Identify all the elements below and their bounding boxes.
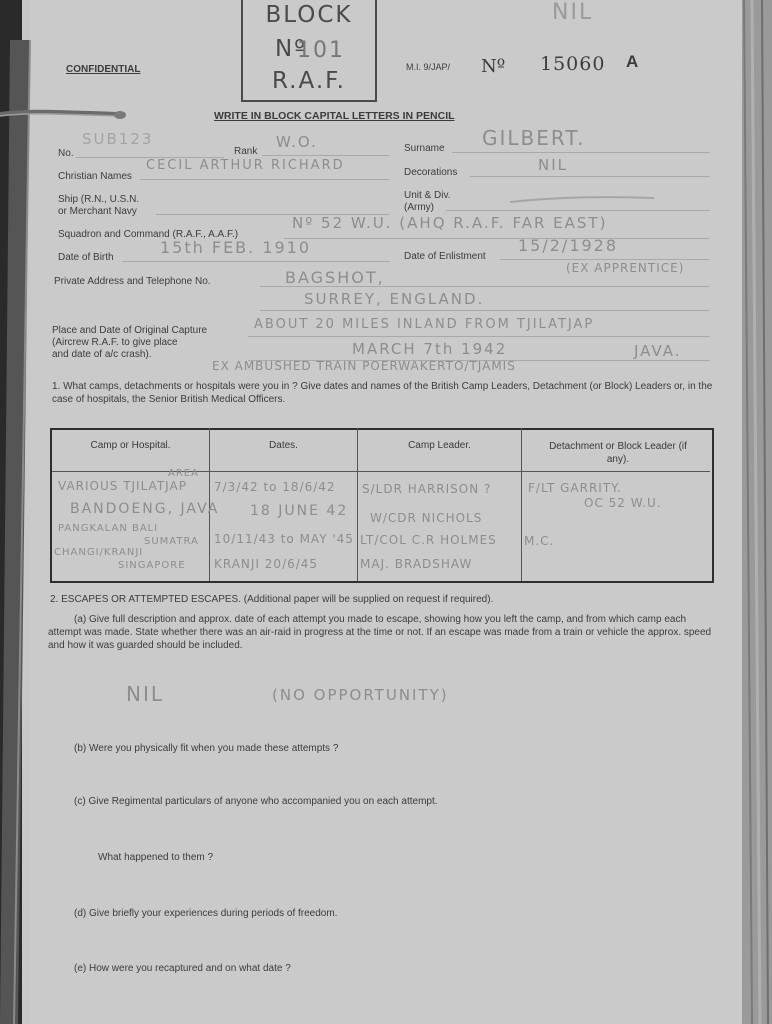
decorations-label: Decorations bbox=[404, 167, 458, 178]
dob-label: Date of Birth bbox=[58, 252, 114, 263]
question-2e: (e) How were you recaptured and on what date ? bbox=[74, 963, 291, 974]
enlistment-value: 15/2/1928 bbox=[518, 236, 619, 255]
ship-label-1: Ship (R.N., U.S.N. bbox=[58, 194, 140, 205]
table-row-3-detachment: M.C. bbox=[524, 534, 555, 548]
table-row-1-camp: VARIOUS TJILATJAP bbox=[58, 479, 187, 493]
capture-line-2: MARCH 7th 1942 bbox=[352, 340, 508, 358]
table-row-4-camp: CHANGI/KRANJI bbox=[54, 547, 144, 558]
table-row-3-camp-note: SUMATRA bbox=[144, 536, 199, 547]
table-row-3-camp: PANGKALAN BALI bbox=[58, 523, 159, 534]
enlistment-note: (EX APPRENTICE) bbox=[566, 261, 685, 275]
surname-label: Surname bbox=[404, 143, 445, 154]
question-2a-answer-nil: NIL bbox=[126, 682, 165, 706]
rank-label: Rank bbox=[234, 146, 258, 157]
table-header-leader: Camp Leader. bbox=[408, 440, 471, 451]
no-value: SUB123 bbox=[82, 130, 154, 148]
question-1: 1. What camps, detachments or hospitals were you in ? Give dates and names of the British Camp Leaders, Detachment (or Block) Leaders or, in the case of hospitals, the Senior British Medical Officers. bbox=[52, 381, 713, 405]
dob-value: 15th FEB. 1910 bbox=[160, 238, 312, 257]
decorations-value: NIL bbox=[538, 156, 569, 174]
serial-suffix: A bbox=[626, 52, 639, 71]
table-row-2-leader: W/CDR NICHOLS bbox=[370, 511, 483, 525]
top-right-handwritten: NIL bbox=[552, 0, 594, 25]
table-header-camp: Camp or Hospital. bbox=[90, 440, 171, 451]
confidential-label: CONFIDENTIAL bbox=[66, 64, 141, 75]
unit-scribble bbox=[508, 192, 658, 208]
squadron-value: Nº 52 W.U. (AHQ R.A.F. FAR EAST) bbox=[292, 214, 608, 232]
table-row-2-detachment: OC 52 W.U. bbox=[584, 496, 662, 510]
address-line-1: BAGSHOT, bbox=[285, 268, 385, 287]
question-2-heading: 2. ESCAPES OR ATTEMPTED ESCAPES. (Additional paper will be supplied on request if required). bbox=[50, 594, 494, 605]
table-row-3-leader: LT/COL C.R HOLMES bbox=[360, 533, 497, 547]
serial-number: 15060 bbox=[540, 53, 606, 75]
capture-line-1: ABOUT 20 MILES INLAND FROM TJILATJAP bbox=[254, 317, 595, 332]
table-row-1-dates: 7/3/42 to 18/6/42 bbox=[214, 480, 336, 494]
ship-label-2: or Merchant Navy bbox=[58, 206, 137, 217]
table-row-2-dates: 18 JUNE 42 bbox=[250, 503, 349, 519]
question-2c: (c) Give Regimental particulars of anyone who accompanied you on each attempt. bbox=[74, 796, 438, 807]
pencil-instruction: WRITE IN BLOCK CAPITAL LETTERS IN PENCIL bbox=[214, 110, 455, 122]
question-2d: (d) Give briefly your experiences during periods of freedom. bbox=[74, 908, 338, 919]
capture-label-1: Place and Date of Original Capture bbox=[52, 325, 208, 336]
question-2a-answer-note: (NO OPPORTUNITY) bbox=[272, 686, 449, 704]
capture-label-2: (Aircrew R.A.F. to give place bbox=[52, 337, 178, 348]
unit-label-2: (Army) bbox=[404, 202, 434, 213]
question-2a: (a) Give full description and approx. date of each attempt you made to escape, showing how you left the camp, and from which camp each attempt was made. State whether there was an air-raid in progress at the time or not. If an escape was made from a train or vehicle the approx. speed and how it was guarded should be included. bbox=[48, 614, 712, 651]
stamp-number-label: Nº bbox=[274, 36, 308, 62]
question-2c-followup: What happened to them ? bbox=[98, 852, 214, 863]
capture-line-3: EX AMBUSHED TRAIN POERWAKERTO/TJAMIS bbox=[212, 359, 516, 373]
table-row-1-leader: S/LDR HARRISON ? bbox=[362, 482, 492, 496]
stamp-raf-text: R.A.F. bbox=[272, 68, 346, 94]
table-header-detachment: Detachment or Block Leader (if any). bbox=[549, 441, 687, 465]
table-row-4-dates: KRANJI 20/6/45 bbox=[214, 557, 319, 571]
table-row-4-camp-note: SINGAPORE bbox=[118, 560, 186, 571]
serial-no-label: Nº bbox=[481, 56, 506, 77]
table-row-3-dates: 10/11/43 to MAY '45 bbox=[214, 532, 354, 546]
stamp-number-handwritten: 101 bbox=[297, 38, 345, 63]
table-row-1-camp-note: AREA bbox=[168, 468, 199, 479]
table-row-4-leader: MAJ. BRADSHAW bbox=[360, 557, 473, 571]
table-header-dates: Dates. bbox=[269, 440, 298, 451]
rank-value: W.O. bbox=[276, 133, 318, 151]
question-2b: (b) Were you physically fit when you made these attempts ? bbox=[74, 743, 339, 754]
no-label: No. bbox=[58, 148, 74, 159]
address-line-2: SURREY, ENGLAND. bbox=[304, 290, 485, 308]
squadron-label: Squadron and Command (R.A.F., A.A.F.) bbox=[58, 229, 239, 240]
capture-label-3: and date of a/c crash). bbox=[52, 349, 152, 360]
address-label: Private Address and Telephone No. bbox=[54, 276, 211, 287]
block-stamp bbox=[241, 0, 377, 102]
form-reference: M.I. 9/JAP/ bbox=[406, 62, 451, 72]
christian-names-label: Christian Names bbox=[58, 171, 132, 182]
unit-label-1: Unit & Div. bbox=[404, 190, 451, 201]
stamp-block-text: BLOCK bbox=[265, 2, 353, 28]
table-row-2-camp: BANDOENG, JAVA bbox=[70, 501, 220, 517]
capture-line-2b: JAVA. bbox=[634, 342, 682, 360]
surname-value: GILBERT. bbox=[482, 126, 586, 150]
enlistment-label: Date of Enlistment bbox=[404, 251, 486, 262]
christian-names-value: CECIL ARTHUR RICHARD bbox=[146, 158, 345, 173]
table-row-1-detachment: F/LT GARRITY. bbox=[528, 481, 622, 495]
